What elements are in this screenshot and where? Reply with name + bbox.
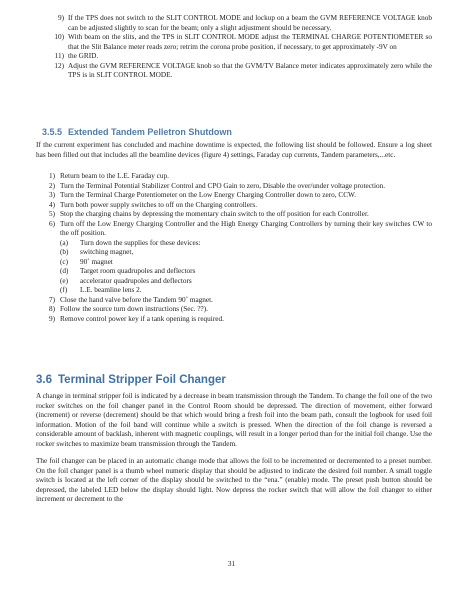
sub-list-item — [60, 286, 432, 296]
list-item-text: Turn the Terminal Potential Stabilizer Control and CPO Gain to zero, Disable the over/under voltage protection. — [60, 181, 386, 190]
list-item-number: 9) — [48, 314, 55, 323]
list-item-number: 8) — [48, 305, 55, 313]
list-item-number: 3) — [48, 191, 55, 199]
list-item-number: 10) — [54, 33, 64, 41]
sub-list-letter: (b) — [60, 248, 69, 256]
shutdown-steps — [42, 172, 432, 324]
list-item-number: 5) — [48, 210, 55, 218]
sub-list-letter: (c) — [60, 257, 69, 266]
list-item-number: 4) — [48, 200, 55, 209]
sub-list-letter: (f) — [60, 286, 68, 294]
list-item — [42, 62, 432, 81]
section-title: Terminal Stripper Foil Changer — [58, 374, 226, 386]
sub-list-text: L.E. beamline lens 2. — [80, 286, 142, 294]
sub-list-text: accelerator quadrupoles and deflectors — [80, 276, 192, 285]
sub-list-letter: (a) — [60, 238, 69, 247]
list-item — [42, 33, 432, 52]
top-numbered-list — [42, 14, 432, 81]
section-number: 3.5.5 — [42, 127, 63, 137]
list-item — [42, 52, 432, 62]
section-3-5-5 — [42, 127, 432, 138]
list-item-text: With beam on the slits, and the TPS in SLIT CONTROL MODE adjust the TERMINAL CHARGE POTENTIOMETER so that the Slit Balance meter reads zero; retrim the corona probe position, if necessary, to get approximately -9V on — [68, 33, 432, 51]
list-item-text: Adjust the GVM REFERENCE VOLTAGE knob so that the GVM/TV Balance meter indicates approximately zero while the TPS is in SLIT CONTROL MODE. — [68, 61, 432, 79]
list-item-text: Turn the Terminal Charge Potentiometer on the Low Energy Charging Controller down to zero, CCW. — [60, 191, 357, 199]
list-item-text: Turn both power supply switches to off on the Charging controllers. — [60, 200, 258, 209]
list-item — [42, 191, 432, 201]
list-item-number: 11) — [54, 52, 64, 60]
section-3-5-5-intro — [36, 141, 432, 160]
sub-list-letter: (d) — [60, 267, 69, 275]
sub-list-text: switching magnet, — [80, 248, 134, 256]
list-item-number: 9) — [57, 14, 64, 22]
sub-list — [42, 239, 432, 296]
paragraph: A change in terminal stripper foil is indicated by a decrease in beam transmission through the Tandem. To change the foil one of the two rocker switches on the foil changer panel in the Control Room should be depressed. The direction of movement, either forward (increment) or reverse (decrement) should be that which would bring a fresh foil into the beam path, consult the logbook for used foil information. Motion of the foil band will continue while a switch is pressed. When the direction of the foil change is reversed a considerable amount of backlash, inherent with magnetic couplings, will result in a longer period than for the initial foil change. Use the rocker switches to maximize beam transmission through the Tandem. — [36, 392, 432, 448]
list-item-text: Stop the charging chains by depressing the momentary chain switch to the off position for each Controller. — [60, 210, 369, 218]
sub-list-letter: (e) — [60, 276, 69, 285]
list-item-number: 1) — [48, 172, 55, 180]
list-item-text: If the TPS does not switch to the SLIT CONTROL MODE and lockup on a beam the GVM REFERENCE VOLTAGE knob can be adjusted slightly to scan for the beam; only a slight adjustment should be necessary. — [68, 14, 432, 32]
list-item-text: Close the hand valve before the Tandem 90˚ magnet. — [60, 295, 213, 304]
section-3-6 — [36, 374, 426, 387]
section-heading — [42, 127, 432, 138]
sub-list-item — [60, 267, 432, 277]
sub-list-text: Turn down the supplies for these devices: — [80, 238, 201, 247]
list-item — [42, 296, 432, 306]
paragraph: The foil changer can be placed in an automatic change mode that allows the foil to be incremented or decremented to a preset number. On the foil changer panel is a thumb wheel numeric display that should be adjusted to indicate the desired foil number. A small toggle switch is located at the left corner of the display should be switched to the “ena.” (enable) mode. The preset push button should be depressed, the labeled LED below the display should light. Now depress the rocker switch that will allow the foil changer to either increment or decrement to the — [36, 457, 432, 503]
sub-list-item — [60, 258, 432, 268]
list-item — [42, 14, 432, 33]
list-item — [42, 305, 432, 315]
list-item-text: the GRID. — [68, 52, 99, 60]
sub-list-text: 90˚ magnet — [80, 257, 113, 266]
section-number: 3.6 — [36, 374, 52, 386]
paragraph-spacer — [36, 449, 432, 457]
sub-list-item — [60, 248, 432, 258]
sub-list-text: Target room quadrupoles and deflectors — [80, 267, 196, 275]
list-item — [42, 220, 432, 239]
list-item — [42, 182, 432, 192]
sub-list-item — [60, 239, 432, 249]
list-item-text: Return beam to the L.E. Faraday cup. — [60, 172, 169, 180]
list-item-text: Remove control power key if a tank opening is required. — [60, 314, 224, 323]
list-item-text: Follow the source turn down instructions (Sec. ??). — [60, 305, 208, 313]
section-title: Extended Tandem Pelletron Shutdown — [68, 127, 232, 137]
list-item-text: Turn off the Low Energy Charging Controller and the High Energy Charging Controllers by turning their key switches CW to the off position. — [60, 219, 432, 237]
page-number: 31 — [227, 560, 236, 568]
list-item — [42, 315, 432, 325]
list-item-number: 7) — [48, 295, 55, 304]
section-heading — [36, 374, 426, 387]
list-item-number: 12) — [54, 61, 64, 70]
list-item — [42, 210, 432, 220]
section-3-6-body — [36, 392, 432, 505]
list-item — [42, 172, 432, 182]
list-item-number: 6) — [48, 219, 55, 228]
list-item-number: 2) — [48, 181, 55, 190]
sub-list-item — [60, 277, 432, 287]
list-item — [42, 201, 432, 211]
intro-paragraph: If the current experiment has concluded and machine downtime is expected, the following list should be followed. Ensure a log sheet has been filled out that includes all the beamline devices (figure 4) settings, Faraday cup currents, Tandem parameters,...etc. — [36, 141, 432, 159]
